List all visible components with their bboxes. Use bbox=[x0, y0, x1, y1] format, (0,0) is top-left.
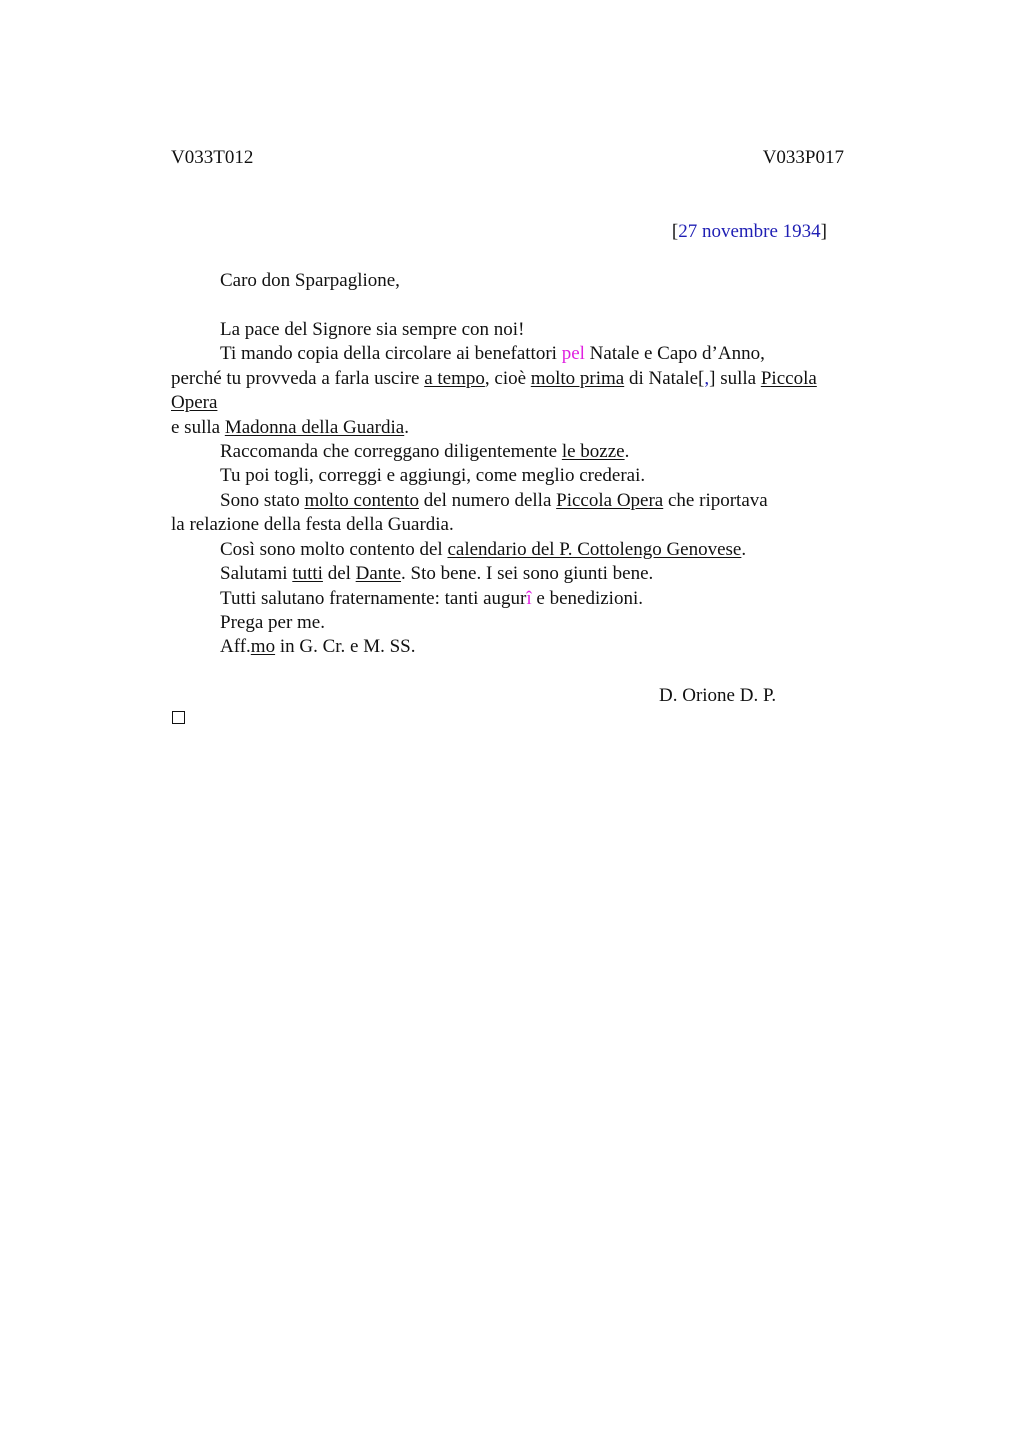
text-segment: Salutami bbox=[220, 563, 293, 584]
text-segment: Tutti salutano fraternamente: tanti augur bbox=[220, 588, 527, 609]
signature: D. Orione D. P. bbox=[659, 685, 777, 706]
square-mark-icon bbox=[172, 711, 185, 724]
letter-date bbox=[672, 220, 827, 244]
text-line-9: la relazione della festa della Guardia. bbox=[171, 514, 454, 535]
text-line-13: Prega per me. bbox=[220, 612, 325, 633]
text-segment: Sono stato bbox=[220, 490, 305, 511]
date-open-bracket: [ bbox=[671, 221, 679, 242]
text-segment: . bbox=[624, 441, 630, 462]
text-line-14 bbox=[220, 635, 416, 659]
underlined-text: a tempo bbox=[424, 368, 485, 389]
text-segment: perché tu provveda a farla uscire bbox=[171, 368, 425, 389]
text-line-7: Tu poi togli, correggi e aggiungi, come meglio crederai. bbox=[220, 465, 646, 486]
editorial-correction: pel bbox=[561, 343, 585, 364]
text-segment: Ti mando copia della circolare ai benefattori bbox=[220, 343, 562, 364]
text-line-6 bbox=[220, 440, 629, 464]
text-line-12 bbox=[220, 587, 643, 611]
text-segment: Raccomanda che correggano diligentemente bbox=[220, 441, 562, 462]
text-segment: e sulla bbox=[171, 417, 225, 438]
underlined-text: le bozze bbox=[561, 441, 625, 462]
text-segment: Natale e Capo d’Anno, bbox=[584, 343, 765, 364]
text-line-1: La pace del Signore sia sempre con noi! bbox=[220, 319, 525, 340]
underlined-text: Piccola Opera bbox=[556, 490, 664, 511]
header-right-code: V033P017 bbox=[762, 147, 844, 168]
text-segment: , cioè bbox=[484, 368, 531, 389]
text-segment: che riportava bbox=[663, 490, 768, 511]
text-segment: ] sulla bbox=[709, 368, 761, 389]
text-segment: . Sto bene. I sei sono giunti bene. bbox=[401, 563, 654, 584]
text-segment: di Natale[ bbox=[624, 368, 705, 389]
text-line-10 bbox=[220, 538, 746, 562]
text-segment: del bbox=[322, 563, 356, 584]
text-line-8 bbox=[220, 489, 768, 513]
text-segment: . bbox=[404, 417, 409, 438]
text-segment: in G. Cr. e M. SS. bbox=[275, 636, 416, 657]
underlined-text: tutti bbox=[292, 563, 323, 584]
editorial-correction: î bbox=[526, 588, 532, 609]
date-close-bracket: ] bbox=[820, 221, 827, 242]
date-text: 27 novembre 1934 bbox=[678, 221, 821, 242]
text-segment: e benedizioni. bbox=[531, 588, 643, 609]
text-line-4 bbox=[171, 391, 217, 415]
underlined-text: mo bbox=[250, 636, 276, 657]
editorial-insertion: , bbox=[704, 368, 710, 389]
underlined-text: Piccola bbox=[760, 368, 817, 389]
text-segment: . bbox=[741, 539, 747, 560]
text-line-2 bbox=[220, 342, 765, 366]
underlined-text: Dante bbox=[355, 563, 402, 584]
text-segment: Così sono molto contento del bbox=[220, 539, 448, 560]
text-segment: Aff. bbox=[220, 636, 251, 657]
underlined-text: molto prima bbox=[530, 368, 625, 389]
header-left-code: V033T012 bbox=[171, 147, 254, 168]
text-line-5 bbox=[171, 416, 409, 440]
text-line-11 bbox=[220, 562, 653, 586]
text-segment: del numero della bbox=[418, 490, 557, 511]
underlined-text: Madonna della Guardia bbox=[224, 417, 405, 438]
text-line-3 bbox=[171, 367, 817, 391]
underlined-text: Opera bbox=[171, 392, 218, 413]
underlined-text: calendario del P. Cottolengo Genovese bbox=[447, 539, 742, 560]
underlined-text: molto contento bbox=[304, 490, 419, 511]
salutation: Caro don Sparpaglione, bbox=[220, 270, 400, 291]
